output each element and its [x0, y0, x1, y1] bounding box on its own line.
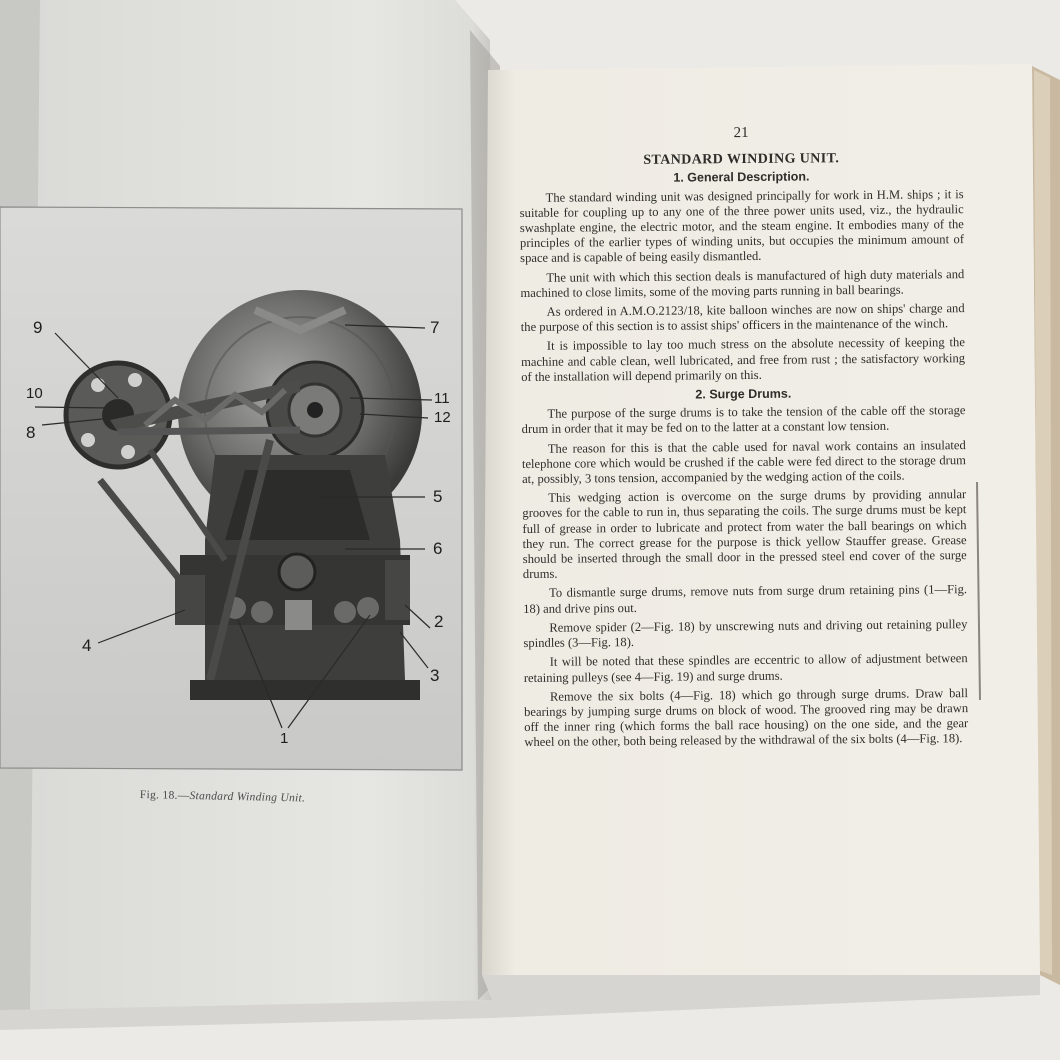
section-heading-general-description: 1. General Description. [673, 169, 810, 186]
paragraph: Remove spider (2—Fig. 18) by unscrewing nuts and driving out retaining pulley spindles (3—Fig. 18). [523, 616, 968, 651]
paragraph: The unit with which this section deals is manufactured of high duty materials and machined to close limits, some of the moving parts running in ball bearings. [520, 266, 965, 300]
section-heading-surge-drums: 2. Surge Drums. [695, 386, 792, 402]
paragraph: The standard winding unit was designed principally for work in H.M. ships ; it is suitable for coupling up to any one of the three power units used, viz., the hydraulic swashplate engine, the electric motor, and the steam engine. It embodies many of the principles of the earlier types of winding units, but occupies the minimum amount of space and is capable of being easily dismantled. [519, 186, 965, 266]
callout-12: 12 [434, 409, 451, 426]
callout-7: 7 [430, 318, 440, 337]
figure-18-photo [0, 207, 462, 770]
callout-9: 9 [33, 318, 43, 337]
paragraph: The purpose of the surge drums is to take the tension of the cable off the storage drum in order that it may be fed on to the latter at a constant low tension. [521, 403, 966, 437]
paragraph: As ordered in A.M.O.2123/18, kite balloon winches are now on ships' charge and the purpose of this section is to assist ships' officers in the maintenance of the winch. [520, 301, 965, 335]
callout-10: 10 [26, 385, 43, 402]
callout-6: 6 [433, 539, 443, 558]
page-number: 21 [733, 124, 749, 142]
paragraph: It is impossible to lay too much stress on the absolute necessity of keeping the machine and cable clean, well lubricated, and free from rust ; the satisfactory working of the installation will depend primarily on this. [520, 335, 966, 384]
paragraph: It will be noted that these spindles are eccentric to allow of adjustment between retaining pulleys (see 4—Fig. 19) and surge drums. [523, 651, 968, 685]
callout-3: 3 [430, 666, 440, 685]
paragraph: To dismantle surge drums, remove nuts from surge drum retaining pins (1—Fig. 18) and drive pins out. [523, 582, 968, 616]
callout-1: 1 [280, 730, 289, 747]
paragraph: The reason for this is that the cable used for naval work contains an insulated telephone core which would be crushed if the cable were fed direct to the storage drum at, possibly, 3 tons tension, accompanied by the wedging action of the coils. [521, 437, 966, 487]
callout-8: 8 [26, 423, 36, 442]
paragraph: Remove the six bolts (4—Fig. 18) which go through surge drums. Draw ball bearings by jumping surge drums on block of wood. The grooved ring may be drawn off the inner ring (which forms the ball race housing) on the one side, and the gear wheel on the other, both being released by the withdrawal of the six bolts (4—Fig. 18). [524, 685, 969, 750]
callout-2: 2 [434, 612, 444, 631]
callout-5: 5 [433, 487, 443, 506]
figure-caption-prefix: Fig. 18.— [139, 789, 190, 803]
paragraph: This wedging action is overcome on the surge drums by providing annular grooves for the cable to run in, thus separating the coils. The surge drums must be kept full of grease in order to lubricate and protect from water the ball bearings on which they run. The correct grease for the purpose is thick yellow Stauffer grease. Grease should be inserted through the small door in the pressed steel end cover of the surge drums. [522, 487, 967, 582]
figure-caption-title: Standard Winding Unit. [189, 790, 306, 805]
page-title: STANDARD WINDING UNIT. [643, 151, 840, 169]
callout-4: 4 [82, 636, 92, 655]
callout-11: 11 [434, 390, 450, 407]
right-page-text [519, 124, 968, 754]
